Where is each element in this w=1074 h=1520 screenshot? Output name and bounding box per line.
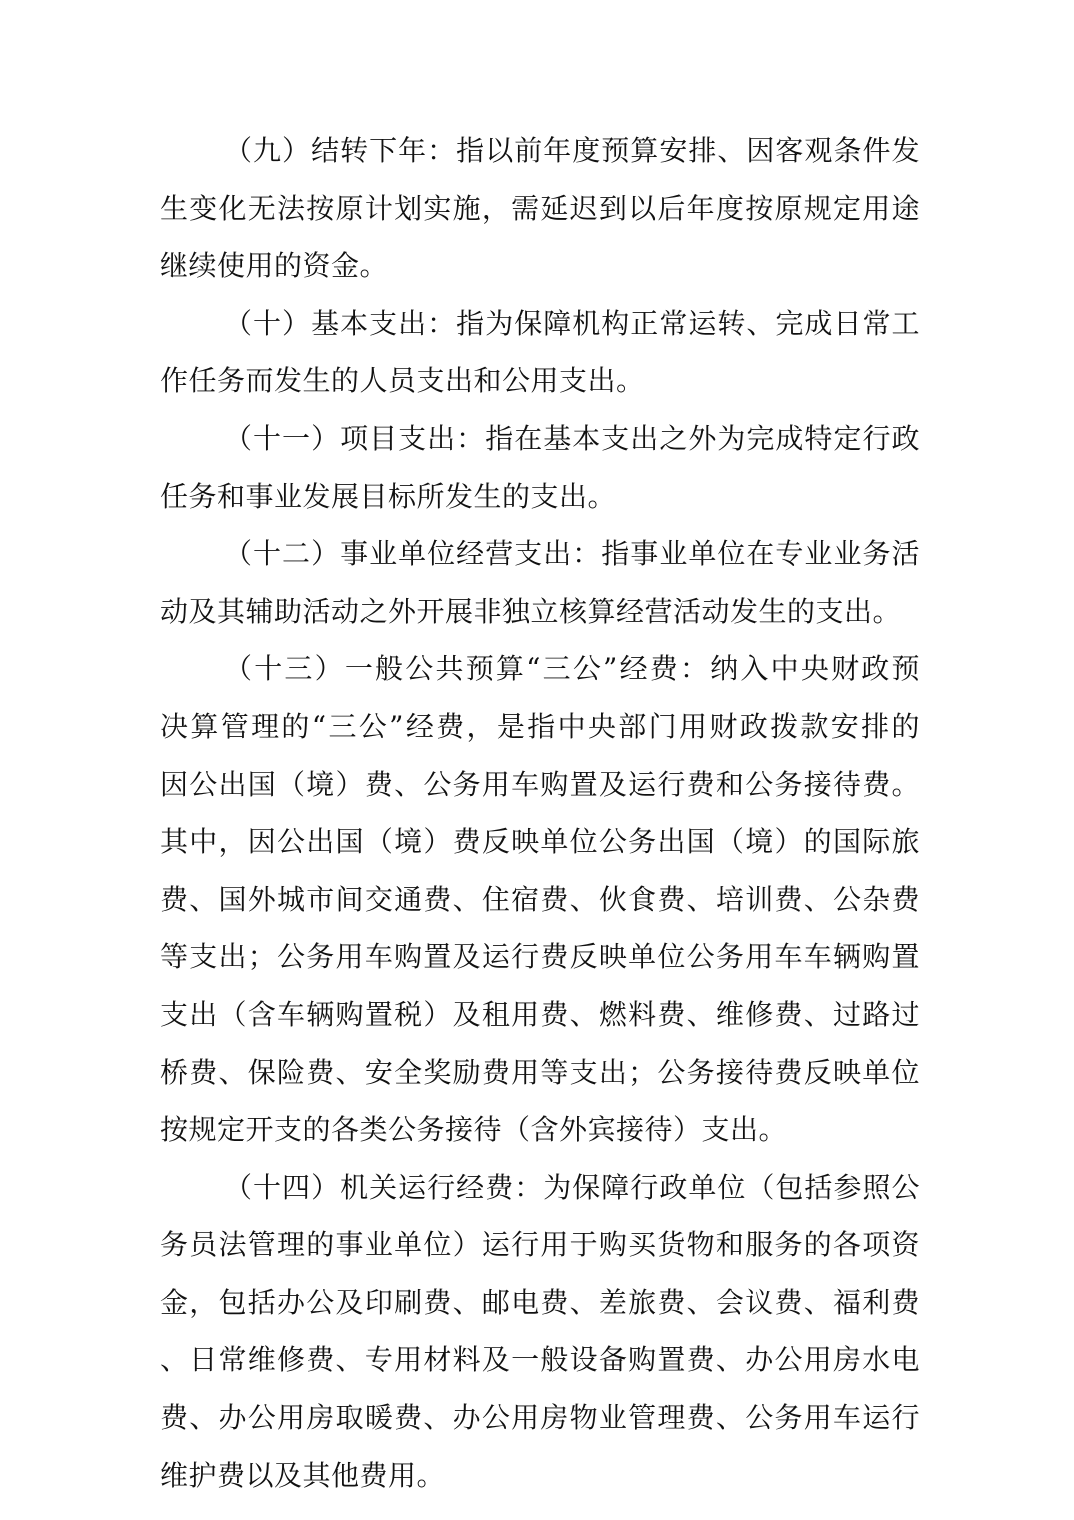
paragraph-line: 维护费以及其他费用。 [160,1458,446,1492]
paragraph-line: （十四）机关运行经费：为保障行政单位（包括参照公 [224,1170,920,1204]
paragraph-line: （九）结转下年：指以前年度预算安排、因客观条件发 [224,134,920,167]
paragraph-11 [160,410,920,525]
paragraph-line: 务员法管理的事业单位）运行用于购买货物和服务的各项资 [160,1228,920,1262]
paragraph-line: （十一）项目支出：指在基本支出之外为完成特定行政 [224,421,920,455]
paragraph-10 [160,295,920,410]
paragraph-13 [160,640,920,1158]
paragraph-line: 其中，因公出国（境）费反映单位公务出国（境）的国际旅 [160,825,920,859]
paragraph-line: 费、国外城市间交通费、住宿费、伙食费、培训费、公杂费 [160,882,920,916]
paragraph-line: 费、办公用房取暖费、办公用房物业管理费、公务用车运行 [160,1401,920,1435]
paragraph-line: 决算管理的“三公”经费，是指中央部门用财政拨款安排的 [160,709,920,743]
paragraph-line: （十）基本支出：指为保障机构正常运转、完成日常工 [224,306,920,340]
paragraph-line: 按规定开支的各类公务接待（含外宾接待）支出。 [160,1113,788,1147]
paragraph-line: 继续使用的资金。 [160,249,389,283]
paragraph-line: 生变化无法按原计划实施，需延迟到以后年度按原规定用途 [160,191,920,225]
paragraph-14 [160,1159,920,1505]
paragraph-line: 支出（含车辆购置税）及租用费、燃料费、维修费、过路过 [160,997,920,1031]
paragraph-9 [160,122,920,295]
paragraph-line: 作任务而发生的人员支出和公用支出。 [160,364,645,398]
paragraph-line: 任务和事业发展目标所发生的支出。 [160,479,617,513]
paragraph-line: 因公出国（境）费、公务用车购置及运行费和公务接待费。 [160,767,920,801]
paragraph-line: 桥费、保险费、安全奖励费用等支出；公务接待费反映单位 [160,1055,920,1089]
paragraph-line: 等支出；公务用车购置及运行费反映单位公务用车车辆购置 [160,940,920,974]
paragraph-line: （十三）一般公共预算“三公”经费：纳入中央财政预 [224,652,920,686]
paragraph-line: （十二）事业单位经营支出：指事业单位在专业业务活 [224,537,920,571]
paragraph-line: 金，包括办公及印刷费、邮电费、差旅费、会议费、福利费 [160,1285,920,1319]
paragraph-12 [160,525,920,640]
paragraph-line: 、日常维修费、专用材料及一般设备购置费、办公用房水电 [160,1343,920,1377]
paragraph-line: 动及其辅助活动之外开展非独立核算经营活动发生的支出。 [160,594,902,628]
document-body [160,122,920,1504]
